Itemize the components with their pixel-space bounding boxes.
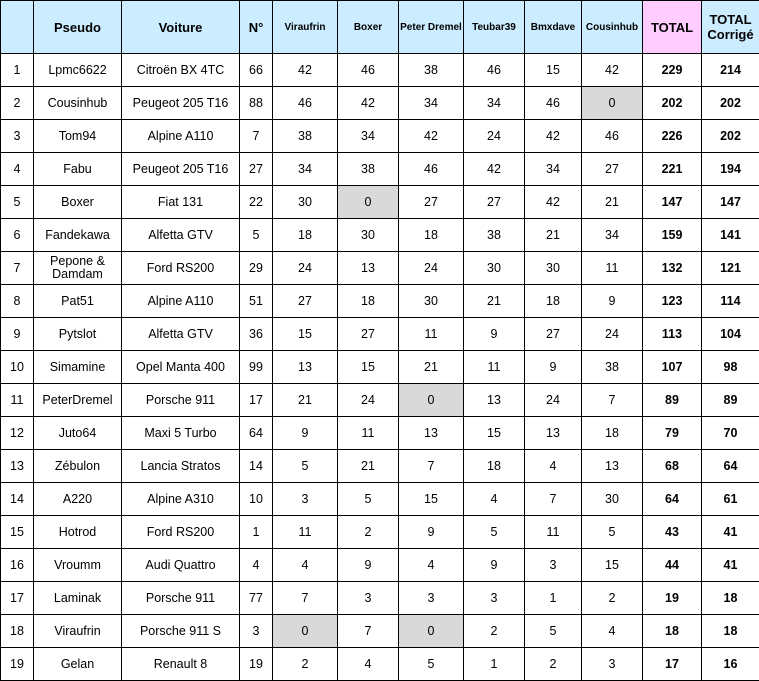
score-cell: 34: [582, 219, 643, 252]
score-cell: 0: [582, 87, 643, 120]
score-cell: 13: [464, 384, 525, 417]
table-row: [1, 87, 759, 120]
score-cell: 15: [464, 417, 525, 450]
score-cell: 38: [399, 54, 464, 87]
total-corrige-cell: 41: [702, 516, 759, 549]
score-cell: 46: [399, 153, 464, 186]
total-cell: 107: [643, 351, 702, 384]
voiture-cell: Fiat 131: [122, 186, 240, 219]
score-cell: 46: [582, 120, 643, 153]
table-row: [1, 549, 759, 582]
num-cell: 19: [240, 648, 273, 681]
num-cell: 29: [240, 252, 273, 285]
score-cell: 7: [582, 384, 643, 417]
score-cell: 42: [525, 186, 582, 219]
score-cell: 34: [273, 153, 338, 186]
score-cell: 42: [464, 153, 525, 186]
score-cell: 2: [464, 615, 525, 648]
score-cell: 3: [525, 549, 582, 582]
score-cell: 4: [273, 549, 338, 582]
score-cell: 24: [582, 318, 643, 351]
score-cell: 13: [582, 450, 643, 483]
score-cell: 46: [273, 87, 338, 120]
score-cell: 30: [464, 252, 525, 285]
score-cell: 24: [399, 252, 464, 285]
score-cell: 42: [399, 120, 464, 153]
total-cell: 68: [643, 450, 702, 483]
rank-cell: 13: [1, 450, 34, 483]
score-cell: 42: [338, 87, 399, 120]
num-cell: 27: [240, 153, 273, 186]
table-row: [1, 120, 759, 153]
score-cell: 3: [399, 582, 464, 615]
pseudo-cell: Fabu: [34, 153, 122, 186]
score-cell: 30: [525, 252, 582, 285]
total-cell: 89: [643, 384, 702, 417]
total-corrige-cell: 114: [702, 285, 759, 318]
num-cell: 88: [240, 87, 273, 120]
score-cell: 15: [273, 318, 338, 351]
table-body: [1, 54, 759, 681]
score-cell: 42: [273, 54, 338, 87]
voiture-cell: Opel Manta 400: [122, 351, 240, 384]
header-pseudo: Pseudo: [34, 1, 122, 54]
num-cell: 64: [240, 417, 273, 450]
num-cell: 1: [240, 516, 273, 549]
rank-cell: 11: [1, 384, 34, 417]
rank-cell: 15: [1, 516, 34, 549]
header-total-corrige: TOTAL Corrigé: [702, 1, 759, 54]
score-cell: 21: [464, 285, 525, 318]
header-judge-teubar39: Teubar39: [464, 1, 525, 54]
score-cell: 42: [525, 120, 582, 153]
score-cell: 9: [525, 351, 582, 384]
score-cell: 34: [399, 87, 464, 120]
rank-cell: 19: [1, 648, 34, 681]
score-cell: 34: [525, 153, 582, 186]
num-cell: 99: [240, 351, 273, 384]
score-cell: 7: [273, 582, 338, 615]
score-cell: 38: [582, 351, 643, 384]
table-row: [1, 450, 759, 483]
table-row: [1, 384, 759, 417]
table-row: [1, 483, 759, 516]
total-cell: 18: [643, 615, 702, 648]
score-cell: 9: [464, 318, 525, 351]
rank-cell: 2: [1, 87, 34, 120]
total-cell: 17: [643, 648, 702, 681]
rank-cell: 17: [1, 582, 34, 615]
score-cell: 30: [399, 285, 464, 318]
header-judge-cousinhub: Cousinhub: [582, 1, 643, 54]
pseudo-cell: Viraufrin: [34, 615, 122, 648]
header-judge-peter-dremel: Peter Dremel: [399, 1, 464, 54]
rank-cell: 16: [1, 549, 34, 582]
voiture-cell: Alpine A110: [122, 120, 240, 153]
score-cell: 27: [525, 318, 582, 351]
num-cell: 22: [240, 186, 273, 219]
score-cell: 34: [464, 87, 525, 120]
score-cell: 1: [525, 582, 582, 615]
table-row: [1, 153, 759, 186]
total-corrige-cell: 89: [702, 384, 759, 417]
pseudo-cell: Cousinhub: [34, 87, 122, 120]
total-cell: 64: [643, 483, 702, 516]
voiture-cell: Ford RS200: [122, 252, 240, 285]
voiture-cell: Peugeot 205 T16: [122, 153, 240, 186]
score-cell: 38: [273, 120, 338, 153]
score-cell: 21: [525, 219, 582, 252]
score-cell: 21: [582, 186, 643, 219]
voiture-cell: Alfetta GTV: [122, 318, 240, 351]
rank-cell: 18: [1, 615, 34, 648]
num-cell: 7: [240, 120, 273, 153]
score-cell: 18: [273, 219, 338, 252]
score-cell: 4: [338, 648, 399, 681]
score-cell: 9: [582, 285, 643, 318]
score-cell: 4: [464, 483, 525, 516]
header-rank: [1, 1, 34, 54]
table-row: [1, 219, 759, 252]
table-row: [1, 582, 759, 615]
score-cell: 15: [399, 483, 464, 516]
table-row: [1, 615, 759, 648]
voiture-cell: Renault 8: [122, 648, 240, 681]
total-corrige-cell: 41: [702, 549, 759, 582]
rank-cell: 9: [1, 318, 34, 351]
score-cell: 24: [525, 384, 582, 417]
score-cell: 7: [338, 615, 399, 648]
table-row: [1, 648, 759, 681]
score-cell: 13: [338, 252, 399, 285]
rank-cell: 3: [1, 120, 34, 153]
score-cell: 18: [399, 219, 464, 252]
total-corrige-cell: 121: [702, 252, 759, 285]
voiture-cell: Alpine A310: [122, 483, 240, 516]
table-row: [1, 351, 759, 384]
score-cell: 9: [338, 549, 399, 582]
score-cell: 11: [582, 252, 643, 285]
rank-cell: 1: [1, 54, 34, 87]
total-corrige-cell: 194: [702, 153, 759, 186]
rank-cell: 6: [1, 219, 34, 252]
score-cell: 30: [273, 186, 338, 219]
score-cell: 18: [582, 417, 643, 450]
total-corrige-cell: 98: [702, 351, 759, 384]
score-cell: 5: [399, 648, 464, 681]
score-cell: 42: [582, 54, 643, 87]
total-cell: 123: [643, 285, 702, 318]
num-cell: 17: [240, 384, 273, 417]
pseudo-cell: A220: [34, 483, 122, 516]
table-row: [1, 186, 759, 219]
rank-cell: 4: [1, 153, 34, 186]
score-cell: 27: [273, 285, 338, 318]
rank-cell: 5: [1, 186, 34, 219]
rank-cell: 12: [1, 417, 34, 450]
score-cell: 38: [338, 153, 399, 186]
voiture-cell: Porsche 911 S: [122, 615, 240, 648]
pseudo-cell: Juto64: [34, 417, 122, 450]
rank-cell: 8: [1, 285, 34, 318]
total-cell: 229: [643, 54, 702, 87]
header-judge-bmxdave: Bmxdave: [525, 1, 582, 54]
total-corrige-cell: 61: [702, 483, 759, 516]
score-cell: 15: [525, 54, 582, 87]
header-row: [1, 1, 759, 54]
score-cell: 18: [464, 450, 525, 483]
score-cell: 5: [582, 516, 643, 549]
pseudo-cell: Laminak: [34, 582, 122, 615]
total-corrige-cell: 64: [702, 450, 759, 483]
score-cell: 4: [582, 615, 643, 648]
num-cell: 10: [240, 483, 273, 516]
table-row: [1, 417, 759, 450]
voiture-cell: Alfetta GTV: [122, 219, 240, 252]
total-corrige-cell: 70: [702, 417, 759, 450]
score-cell: 7: [525, 483, 582, 516]
total-cell: 132: [643, 252, 702, 285]
score-cell: 3: [273, 483, 338, 516]
score-cell: 15: [338, 351, 399, 384]
total-corrige-cell: 18: [702, 582, 759, 615]
header-judge-viraufrin: Viraufrin: [273, 1, 338, 54]
score-cell: 46: [464, 54, 525, 87]
score-cell: 21: [338, 450, 399, 483]
total-cell: 221: [643, 153, 702, 186]
score-cell: 13: [525, 417, 582, 450]
score-cell: 3: [464, 582, 525, 615]
score-cell: 5: [525, 615, 582, 648]
total-corrige-cell: 202: [702, 120, 759, 153]
score-cell: 24: [464, 120, 525, 153]
header-voiture: Voiture: [122, 1, 240, 54]
pseudo-cell: Pytslot: [34, 318, 122, 351]
score-cell: 27: [464, 186, 525, 219]
score-cell: 5: [464, 516, 525, 549]
score-cell: 0: [399, 384, 464, 417]
total-cell: 147: [643, 186, 702, 219]
header-judge-boxer: Boxer: [338, 1, 399, 54]
num-cell: 3: [240, 615, 273, 648]
score-cell: 21: [399, 351, 464, 384]
score-cell: 18: [338, 285, 399, 318]
total-cell: 113: [643, 318, 702, 351]
score-cell: 11: [525, 516, 582, 549]
total-cell: 19: [643, 582, 702, 615]
total-corrige-cell: 147: [702, 186, 759, 219]
table-row: [1, 252, 759, 285]
voiture-cell: Peugeot 205 T16: [122, 87, 240, 120]
pseudo-cell: Tom94: [34, 120, 122, 153]
voiture-cell: Ford RS200: [122, 516, 240, 549]
rank-cell: 10: [1, 351, 34, 384]
score-cell: 9: [399, 516, 464, 549]
pseudo-cell: Lpmc6622: [34, 54, 122, 87]
pseudo-cell: Pat51: [34, 285, 122, 318]
score-cell: 27: [399, 186, 464, 219]
score-cell: 0: [338, 186, 399, 219]
voiture-cell: Alpine A110: [122, 285, 240, 318]
score-cell: 34: [338, 120, 399, 153]
score-cell: 2: [273, 648, 338, 681]
num-cell: 77: [240, 582, 273, 615]
voiture-cell: Audi Quattro: [122, 549, 240, 582]
total-cell: 159: [643, 219, 702, 252]
voiture-cell: Citroën BX 4TC: [122, 54, 240, 87]
score-cell: 7: [399, 450, 464, 483]
pseudo-cell: Vroumm: [34, 549, 122, 582]
score-cell: 38: [464, 219, 525, 252]
total-corrige-cell: 18: [702, 615, 759, 648]
voiture-cell: Porsche 911: [122, 384, 240, 417]
score-cell: 27: [582, 153, 643, 186]
score-cell: 11: [464, 351, 525, 384]
num-cell: 51: [240, 285, 273, 318]
header-total: TOTAL: [643, 1, 702, 54]
score-cell: 3: [338, 582, 399, 615]
header-num: N°: [240, 1, 273, 54]
table-row: [1, 318, 759, 351]
num-cell: 4: [240, 549, 273, 582]
score-cell: 46: [338, 54, 399, 87]
pseudo-cell: Gelan: [34, 648, 122, 681]
rank-cell: 14: [1, 483, 34, 516]
table-row: [1, 285, 759, 318]
total-cell: 202: [643, 87, 702, 120]
pseudo-cell: PeterDremel: [34, 384, 122, 417]
pseudo-cell: Simamine: [34, 351, 122, 384]
score-cell: 13: [273, 351, 338, 384]
score-cell: 2: [338, 516, 399, 549]
table-row: [1, 516, 759, 549]
num-cell: 36: [240, 318, 273, 351]
voiture-cell: Porsche 911: [122, 582, 240, 615]
score-cell: 4: [399, 549, 464, 582]
score-cell: 11: [399, 318, 464, 351]
total-cell: 79: [643, 417, 702, 450]
total-corrige-cell: 202: [702, 87, 759, 120]
total-corrige-cell: 141: [702, 219, 759, 252]
score-cell: 46: [525, 87, 582, 120]
score-cell: 13: [399, 417, 464, 450]
score-cell: 0: [399, 615, 464, 648]
score-cell: 2: [525, 648, 582, 681]
score-cell: 11: [273, 516, 338, 549]
rank-cell: 7: [1, 252, 34, 285]
total-corrige-cell: 214: [702, 54, 759, 87]
pseudo-cell: Pepone & Damdam: [34, 252, 122, 285]
score-cell: 27: [338, 318, 399, 351]
pseudo-cell: Fandekawa: [34, 219, 122, 252]
num-cell: 5: [240, 219, 273, 252]
score-cell: 21: [273, 384, 338, 417]
score-cell: 5: [273, 450, 338, 483]
pseudo-cell: Boxer: [34, 186, 122, 219]
score-cell: 4: [525, 450, 582, 483]
score-cell: 24: [338, 384, 399, 417]
score-cell: 30: [582, 483, 643, 516]
total-cell: 43: [643, 516, 702, 549]
num-cell: 66: [240, 54, 273, 87]
score-cell: 24: [273, 252, 338, 285]
total-cell: 44: [643, 549, 702, 582]
score-cell: 30: [338, 219, 399, 252]
score-cell: 9: [273, 417, 338, 450]
total-corrige-cell: 16: [702, 648, 759, 681]
voiture-cell: Lancia Stratos: [122, 450, 240, 483]
voiture-cell: Maxi 5 Turbo: [122, 417, 240, 450]
score-cell: 18: [525, 285, 582, 318]
score-cell: 11: [338, 417, 399, 450]
pseudo-cell: Zébulon: [34, 450, 122, 483]
score-cell: 3: [582, 648, 643, 681]
total-corrige-cell: 104: [702, 318, 759, 351]
score-cell: 9: [464, 549, 525, 582]
score-cell: 1: [464, 648, 525, 681]
score-cell: 5: [338, 483, 399, 516]
score-cell: 0: [273, 615, 338, 648]
pseudo-cell: Hotrod: [34, 516, 122, 549]
num-cell: 14: [240, 450, 273, 483]
score-cell: 2: [582, 582, 643, 615]
table-row: [1, 54, 759, 87]
total-cell: 226: [643, 120, 702, 153]
score-cell: 15: [582, 549, 643, 582]
